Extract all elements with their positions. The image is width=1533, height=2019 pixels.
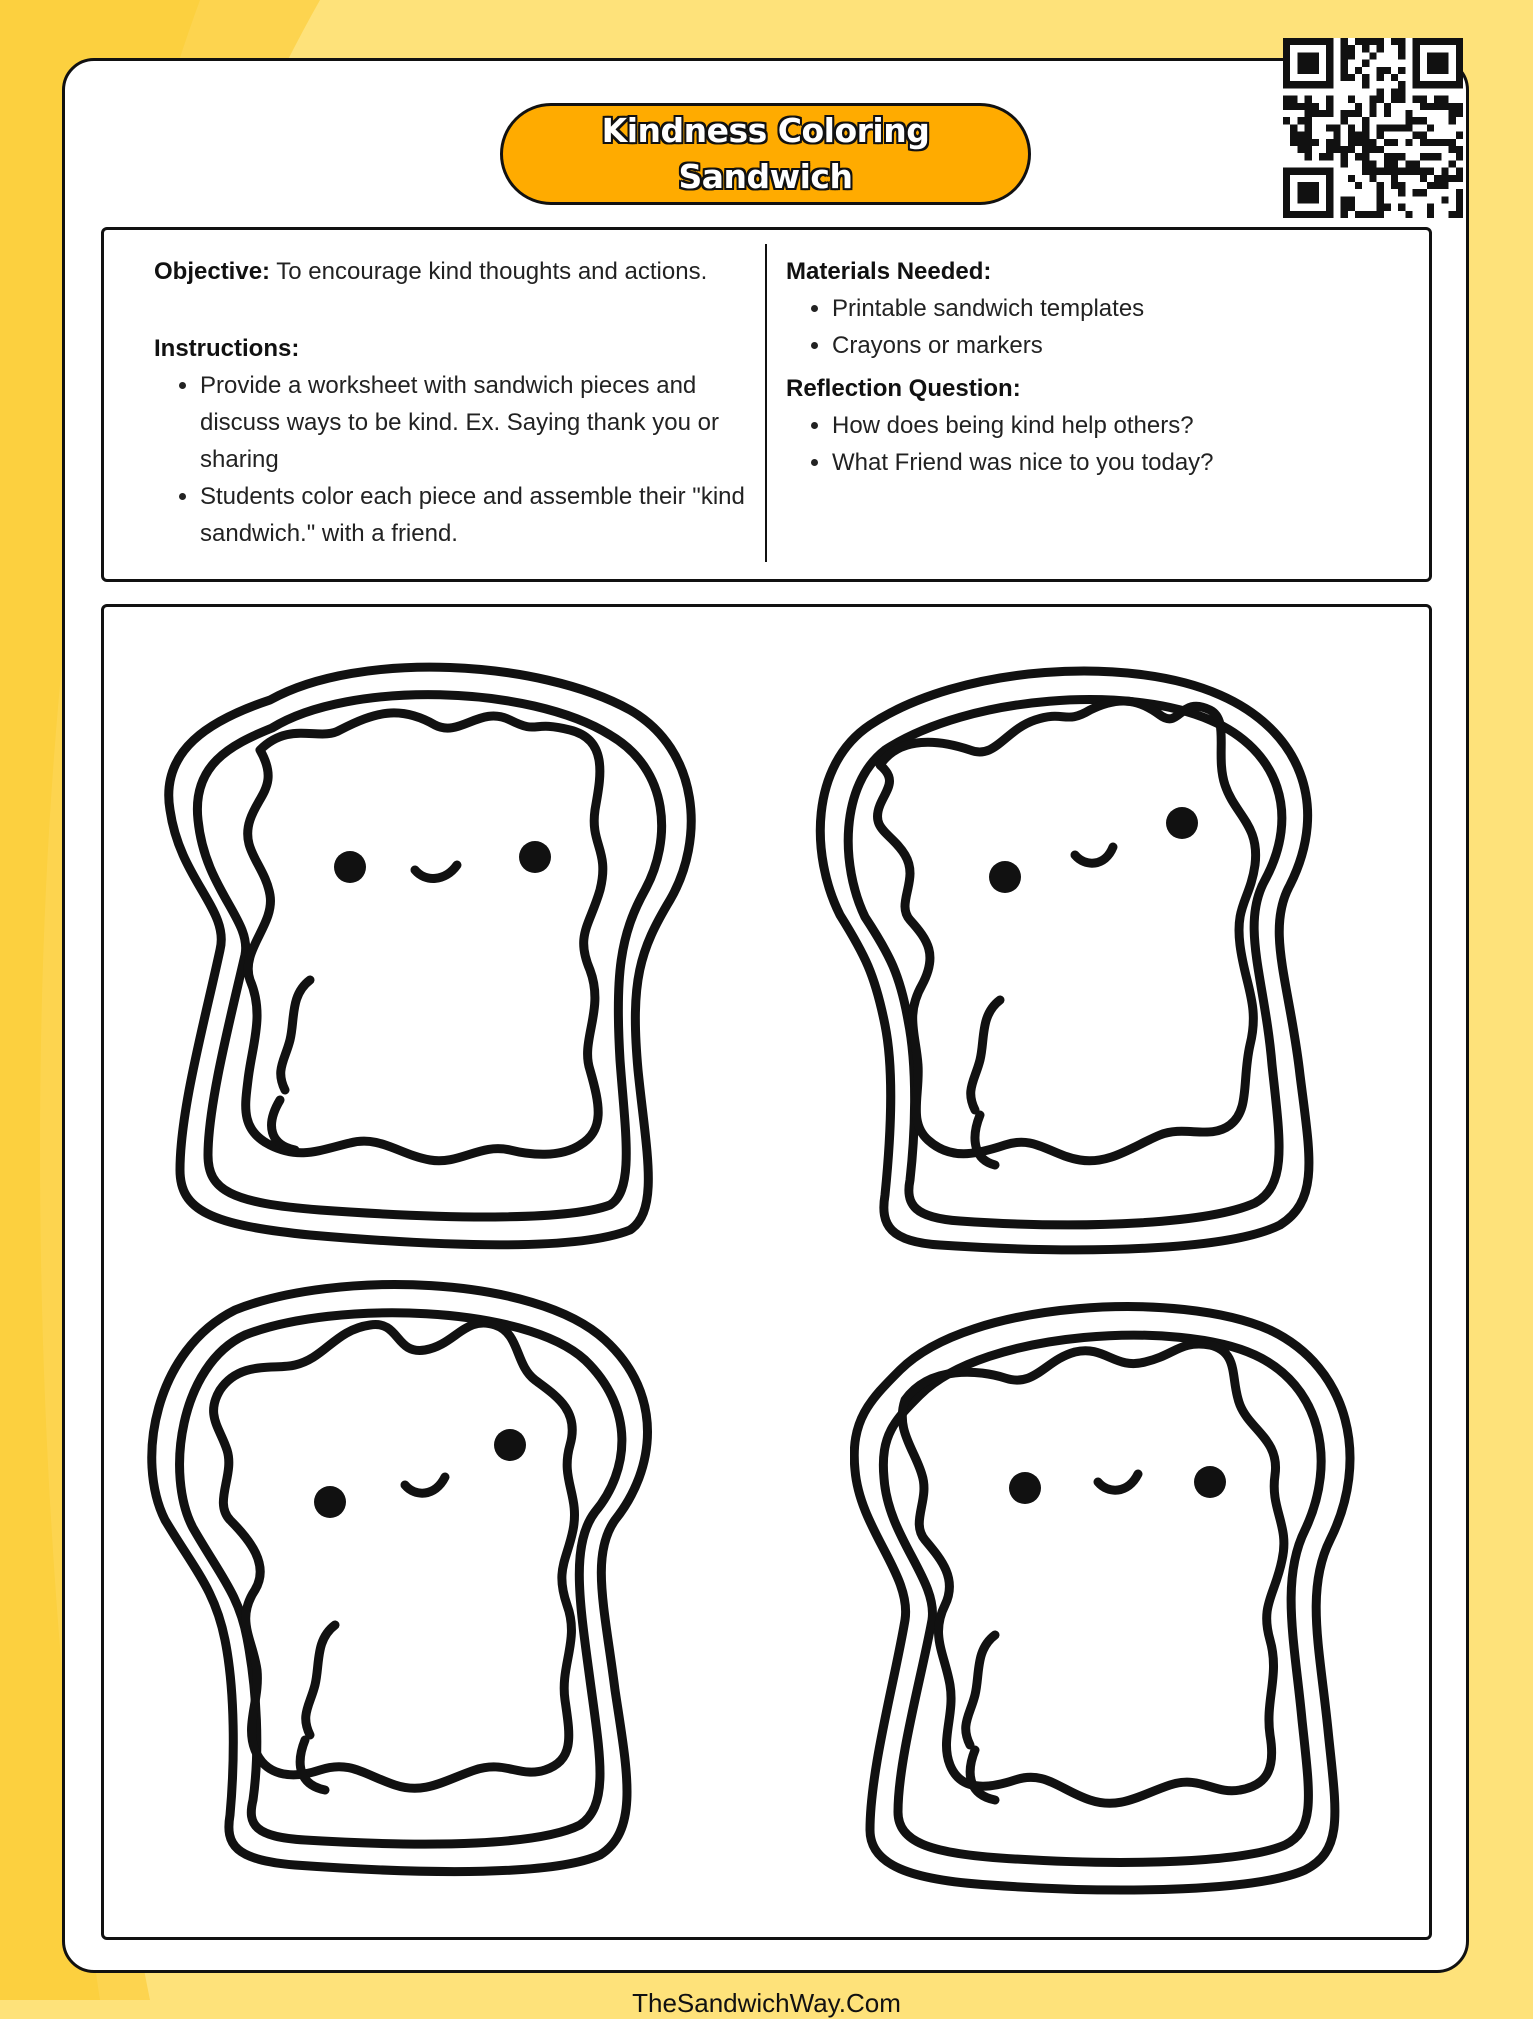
list-item: • Printable sandwich templates [832,290,1386,327]
list-item: • Provide a worksheet with sandwich pieces and discuss ways to be kind. Ex. Saying thank you or sharing [200,367,764,478]
footer-website: TheSandwichWay.Com [632,1988,901,2018]
reflection-list [786,407,1386,481]
qr-code-icon [1283,38,1463,218]
list-item: • What Friend was nice to you today? [832,444,1386,481]
list-item: • Students color each piece and assemble their "kind sandwich." with a friend. [200,478,764,552]
toast-with-jam-face-icon [135,1270,695,1900]
instructions-label: Instructions: [154,335,300,362]
list-item: • Crayons or markers [832,327,1386,364]
column-divider [765,244,767,562]
objective-label: Objective: [154,258,271,285]
materials-label: Materials Needed: [786,258,992,285]
objective-text: To encourage kind thoughts and actions. [276,258,708,285]
toast-with-jam-face-icon [810,655,1370,1275]
right-column [786,253,1386,481]
title-line-1: Kindness Coloring [601,111,930,150]
objective [154,253,764,290]
toast-with-jam-face-icon [160,650,720,1270]
left-column [154,253,764,552]
instructions-list [154,367,764,552]
list-item: • How does being kind help others? [832,407,1386,444]
reflection-label: Reflection Question: [786,375,1021,402]
title-line-2: Sandwich [678,157,853,196]
materials-list [786,290,1386,364]
toast-with-jam-face-icon [850,1290,1390,1910]
page-title [500,103,1031,205]
